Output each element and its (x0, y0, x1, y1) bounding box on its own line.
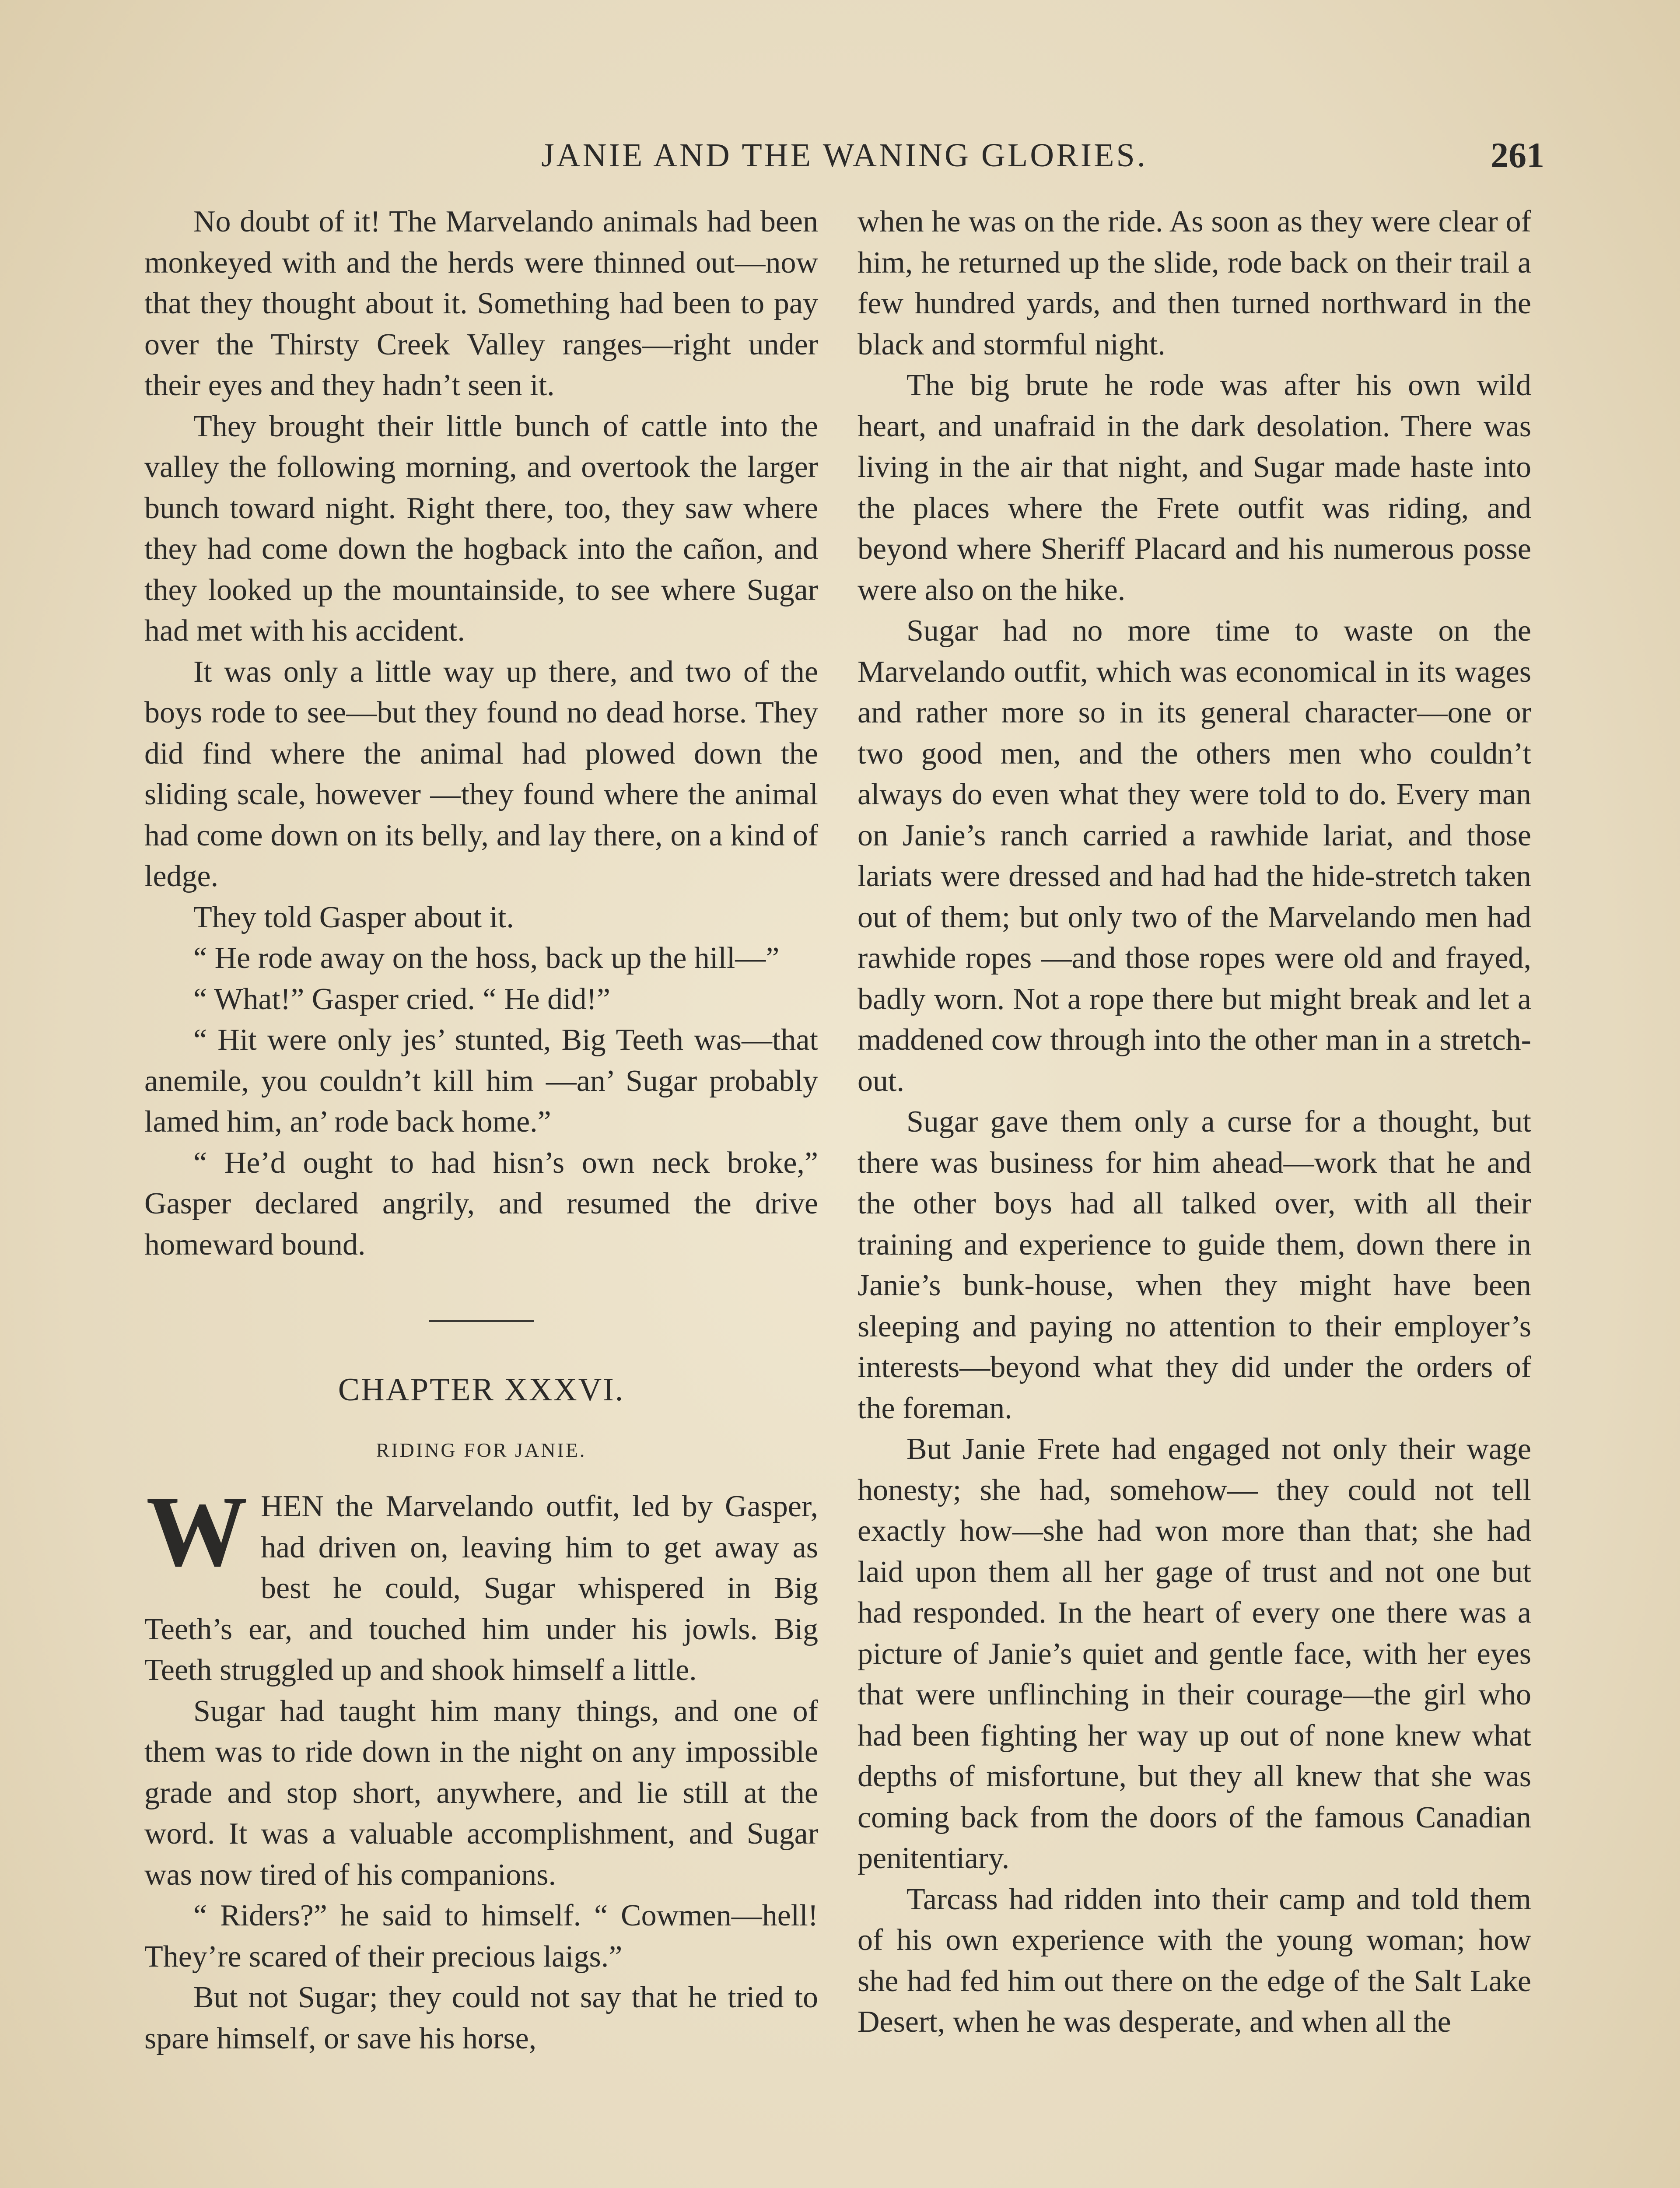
paragraph: “ What!” Gasper cried. “ He did!” (193, 982, 610, 1016)
page-number: 261 (1491, 135, 1544, 175)
chapter-title: CHAPTER XXXVI. (338, 1372, 625, 1408)
left-column (144, 201, 818, 2059)
paragraph: It was only a little way up there, and two of the boys rode to see—but they found no dead horse. They did find where the animal had plowed down the sliding scale, however —they found where the animal had come down on its belly, and lay there, on a kind of ledge. (144, 655, 818, 893)
right-column (858, 201, 1531, 2043)
chapter-opening-paragraph (144, 1475, 818, 1691)
paragraph: Sugar had taught him many things, and one of them was to ride down in the night on any impossible grade and stop short, anywhere, and lie still at the word. It was a valuable accomplishment, and Sugar was now tired of his companions. (144, 1694, 818, 1892)
paragraph: when he was on the ride. As soon as they were clear of him, he returned up the slide, rode back on their trail a few hundred yards, and then turned northward in the black and stormful night. (858, 205, 1531, 361)
running-title: JANIE AND THE WANING GLORIES. (541, 137, 1148, 174)
chapter-opening-text: HEN the Marvelando outfit, led by Gasper, had driven on, leaving him to get away as best he could, Sugar whispered in Big Teeth’s ear, and touched him under his jowls. Big Teeth struggled up and shook himself a little. (144, 1490, 818, 1687)
paragraph: Sugar gave them only a curse for a thought, but there was business for him ahead—work that he and the other boys had all talked over, with all their training and experience to guide them, down there in Janie’s bunk-house, when they might have been sleeping and paying no attention to their employer’s interests—beyond what they did under the orders of the foreman. (858, 1105, 1531, 1425)
paragraph: Sugar had no more time to waste on the Marvelando outfit, which was economical in its wages and rather more so in its general character—one or two good men, and the others men who couldn’t always do even what they were told to do. Every man on Janie’s ranch carried a rawhide lariat, and those lariats were dressed and had had the hide-stretch taken out of them; but only two of the Marvelando men had rawhide ropes —and those ropes were old and frayed, badly worn. Not a rope there but might break and let a maddened cow through into the other man in a stretch-out. (858, 614, 1531, 1098)
paragraph: The big brute he rode was after his own wild heart, and unafraid in the dark desolation. There was living in the air that night, and Sugar made haste into the places where the Frete outfit was riding, and beyond where Sheriff Placard and his numerous posse were also on the hike. (858, 368, 1531, 607)
section-divider (429, 1320, 534, 1322)
paragraph: They brought their little bunch of cattle into the valley the following morning, and overtook the larger bunch toward night. Right there, too, they saw where they had come down the hogback into the cañon, and they looked up the mountainside, to see where Sugar had met with his accident. (144, 409, 818, 648)
paragraph: But Janie Frete had engaged not only their wage honesty; she had, somehow— they could not tell exactly how—she had won more than that; she had laid upon them all her gage of trust and not one but had responded. In the heart of every one there was a picture of Janie’s quiet and gentle face, with her eyes that were unflinching in their courage—the girl who had been fighting her way up out of none knew what depths of misfortune, but they all knew that she was coming back from the doors of the famous Canadian penitentiary. (858, 1432, 1531, 1875)
page-header (144, 131, 1544, 179)
chapter-subtitle: RIDING FOR JANIE. (376, 1439, 587, 1461)
drop-cap: W (146, 1475, 248, 1588)
paragraph: They told Gasper about it. (193, 900, 514, 934)
paragraph: “ Hit were only jes’ stunted, Big Teeth was—that anemile, you couldn’t kill him —an’ Sugar probably lamed him, an’ rode back home.” (144, 1023, 818, 1139)
paragraph: Tarcass had ridden into their camp and told them of his own experience with the young woman; how she had fed him out there on the edge of the Salt Lake Desert, when he was desperate, and when all the (858, 1882, 1531, 2039)
paragraph: “ He’d ought to had hisn’s own neck broke,” Gasper declared angrily, and resumed the drive homeward bound. (144, 1146, 818, 1262)
paragraph: “ Riders?” he said to himself. “ Cowmen—hell! They’re scared of their precious laigs.” (144, 1899, 818, 1974)
paragraph: But not Sugar; they could not say that he tried to spare himself, or save his horse, (144, 1981, 818, 2055)
paragraph: No doubt of it! The Marvelando animals had been monkeyed with and the herds were thinned out—now that they thought about it. Something had been to pay over the Thirsty Creek Valley ranges—right under their eyes and they hadn’t seen it. (144, 205, 818, 402)
paragraph: “ He rode away on the hoss, back up the hill—” (193, 941, 780, 975)
